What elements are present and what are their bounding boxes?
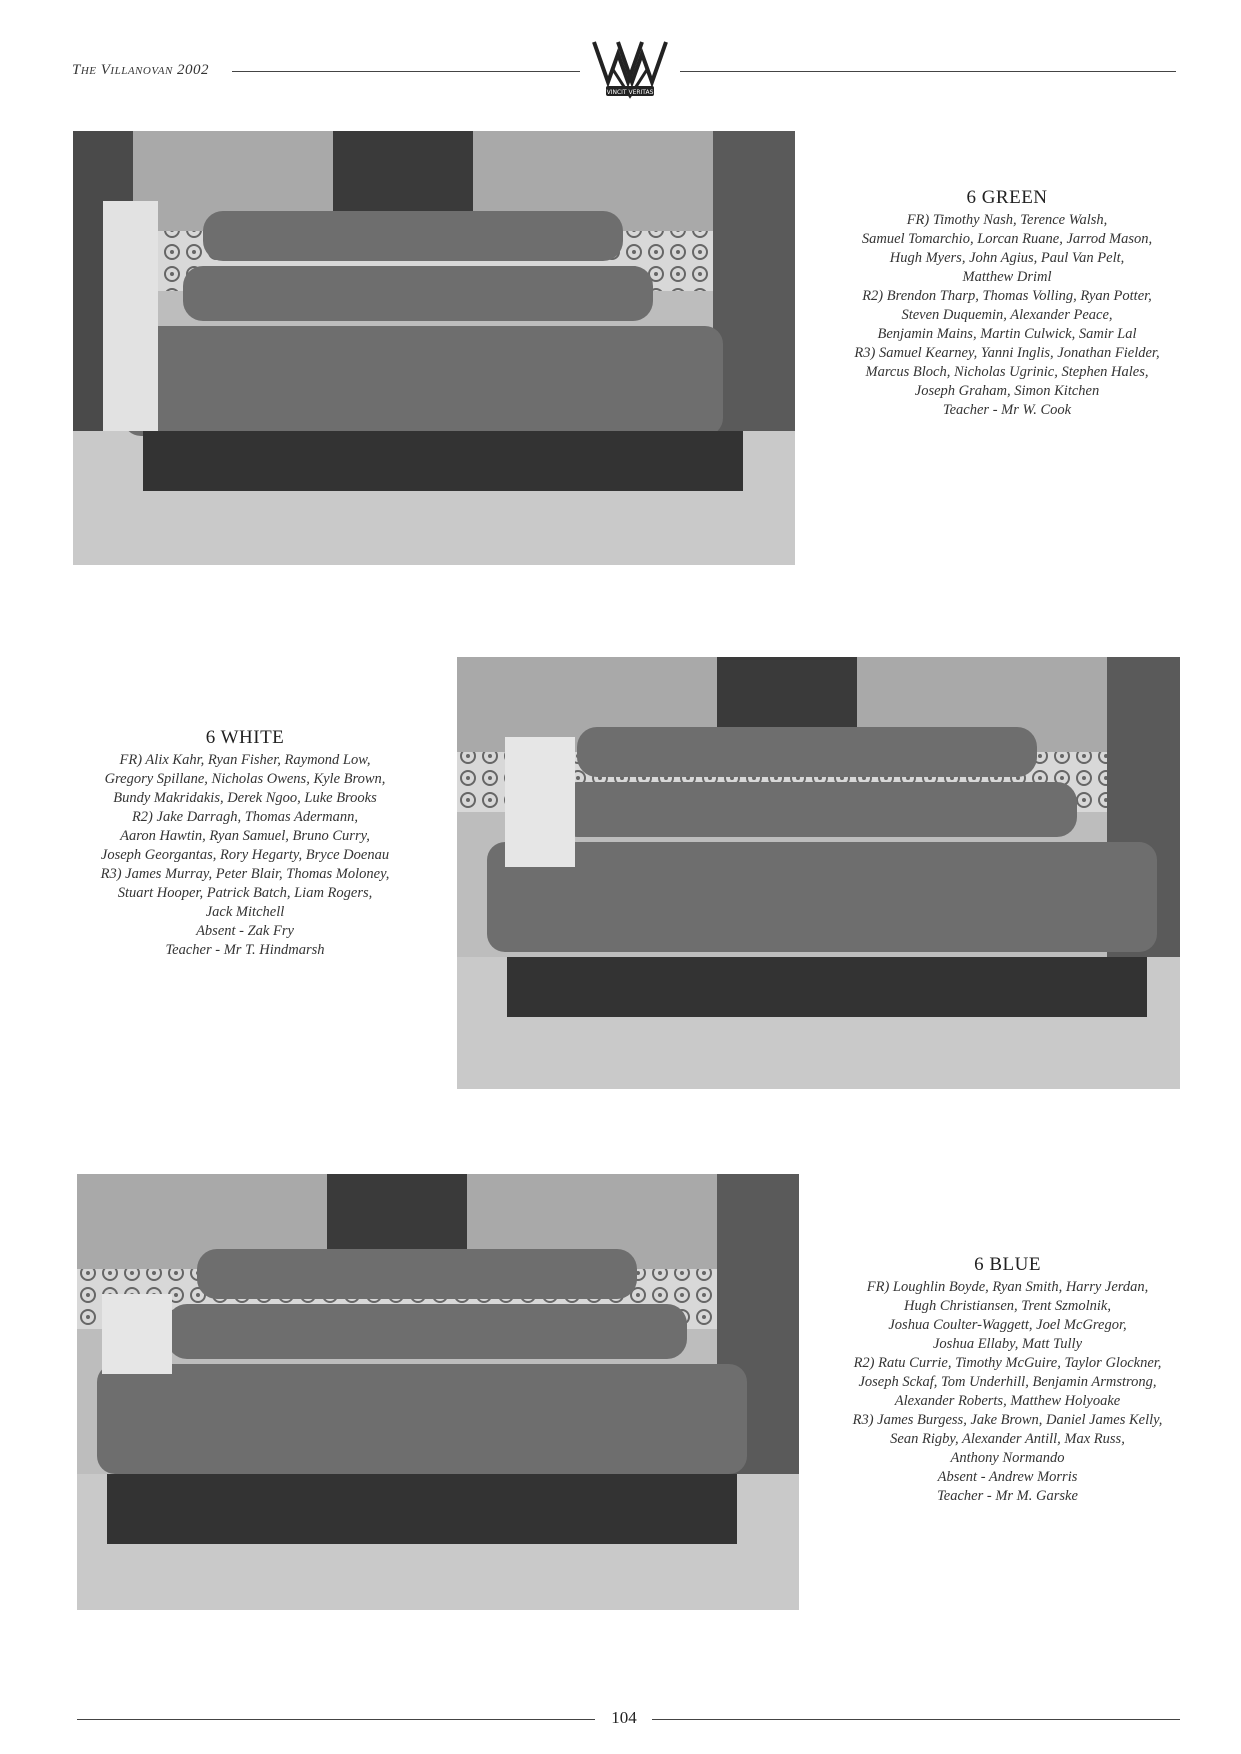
caption-6-green: [822, 188, 1192, 420]
caption-line: Gregory Spillane, Nicholas Owens, Kyle Brown,: [104, 771, 386, 787]
caption-line: R3) James Murray, Peter Blair, Thomas Moloney,: [100, 866, 390, 882]
caption-line: Hugh Myers, John Agius, Paul Van Pelt,: [889, 250, 1125, 266]
caption-line: Joshua Coulter-Waggett, Joel McGregor,: [888, 1317, 1127, 1333]
header-title-prefix: The: [72, 62, 97, 78]
footer-rule-left: [77, 1719, 595, 1720]
caption-line: Joseph Graham, Simon Kitchen: [914, 383, 1100, 399]
class-heading: 6 BLUE: [974, 1254, 1041, 1275]
crest-motto: VINCIT VERITAS: [606, 89, 654, 96]
caption-line: Joseph Sckaf, Tom Underhill, Benjamin Armstrong,: [858, 1374, 1157, 1390]
caption-line: Samuel Tomarchio, Lorcan Ruane, Jarrod Mason,: [861, 231, 1153, 247]
caption-line: Benjamin Mains, Martin Culwick, Samir Lal: [877, 326, 1137, 342]
class-heading: 6 WHITE: [205, 727, 285, 748]
caption-line: Absent - Andrew Morris: [937, 1469, 1078, 1485]
caption-line: Teacher - Mr M. Garske: [937, 1488, 1078, 1504]
caption-line: FR) Timothy Nash, Terence Walsh,: [906, 212, 1108, 228]
caption-line: Teacher - Mr W. Cook: [942, 402, 1072, 418]
school-crest-icon: [586, 38, 674, 102]
caption-line: Absent - Zak Fry: [196, 923, 294, 939]
page-number: 104: [611, 1708, 637, 1727]
class-photo-6-white: [457, 657, 1180, 1089]
caption-line: Bundy Makridakis, Derek Ngoo, Luke Brooks: [113, 790, 377, 806]
caption-line: FR) Loughlin Boyde, Ryan Smith, Harry Jerdan,: [866, 1279, 1149, 1295]
header-year: 2002: [177, 62, 210, 78]
class-photo-6-blue: [77, 1174, 799, 1610]
caption-line: FR) Alix Kahr, Ryan Fisher, Raymond Low,: [119, 752, 371, 768]
header-rule-left: [232, 71, 580, 72]
caption-line: R2) Ratu Currie, Timothy McGuire, Taylor Glockner,: [853, 1355, 1162, 1371]
class-photo-6-green: [73, 131, 795, 565]
footer-rule-right: [652, 1719, 1180, 1720]
caption-line: R3) Samuel Kearney, Yanni Inglis, Jonathan Fielder,: [854, 345, 1160, 361]
caption-line: Steven Duquemin, Alexander Peace,: [901, 307, 1113, 323]
caption-line: Joshua Ellaby, Matt Tully: [932, 1336, 1083, 1352]
caption-line: Stuart Hooper, Patrick Batch, Liam Rogers,: [117, 885, 373, 901]
caption-line: Teacher - Mr T. Hindmarsh: [165, 942, 325, 958]
caption-line: Sean Rigby, Alexander Antill, Max Russ,: [890, 1431, 1125, 1447]
caption-6-blue: [820, 1255, 1195, 1506]
caption-line: R3) James Burgess, Jake Brown, Daniel James Kelly,: [852, 1412, 1163, 1428]
caption-line: Marcus Bloch, Nicholas Ugrinic, Stephen Hales,: [865, 364, 1149, 380]
caption-6-white: [60, 728, 430, 960]
caption-line: R2) Brendon Tharp, Thomas Volling, Ryan Potter,: [862, 288, 1152, 304]
header-rule-right: [680, 71, 1176, 72]
class-heading: 6 GREEN: [966, 187, 1048, 208]
caption-line: Aaron Hawtin, Ryan Samuel, Bruno Curry,: [120, 828, 370, 844]
running-header: [72, 62, 209, 79]
caption-line: Matthew Driml: [962, 269, 1052, 285]
caption-line: Jack Mitchell: [205, 904, 285, 920]
caption-line: Alexander Roberts, Matthew Holyoake: [894, 1393, 1121, 1409]
caption-line: Joseph Georgantas, Rory Hegarty, Bryce Doenau: [100, 847, 390, 863]
caption-line: R2) Jake Darragh, Thomas Adermann,: [131, 809, 359, 825]
header-title-name: Villanovan: [100, 62, 173, 78]
caption-line: Anthony Normando: [950, 1450, 1065, 1466]
caption-line: Hugh Christiansen, Trent Szmolnik,: [904, 1298, 1111, 1314]
